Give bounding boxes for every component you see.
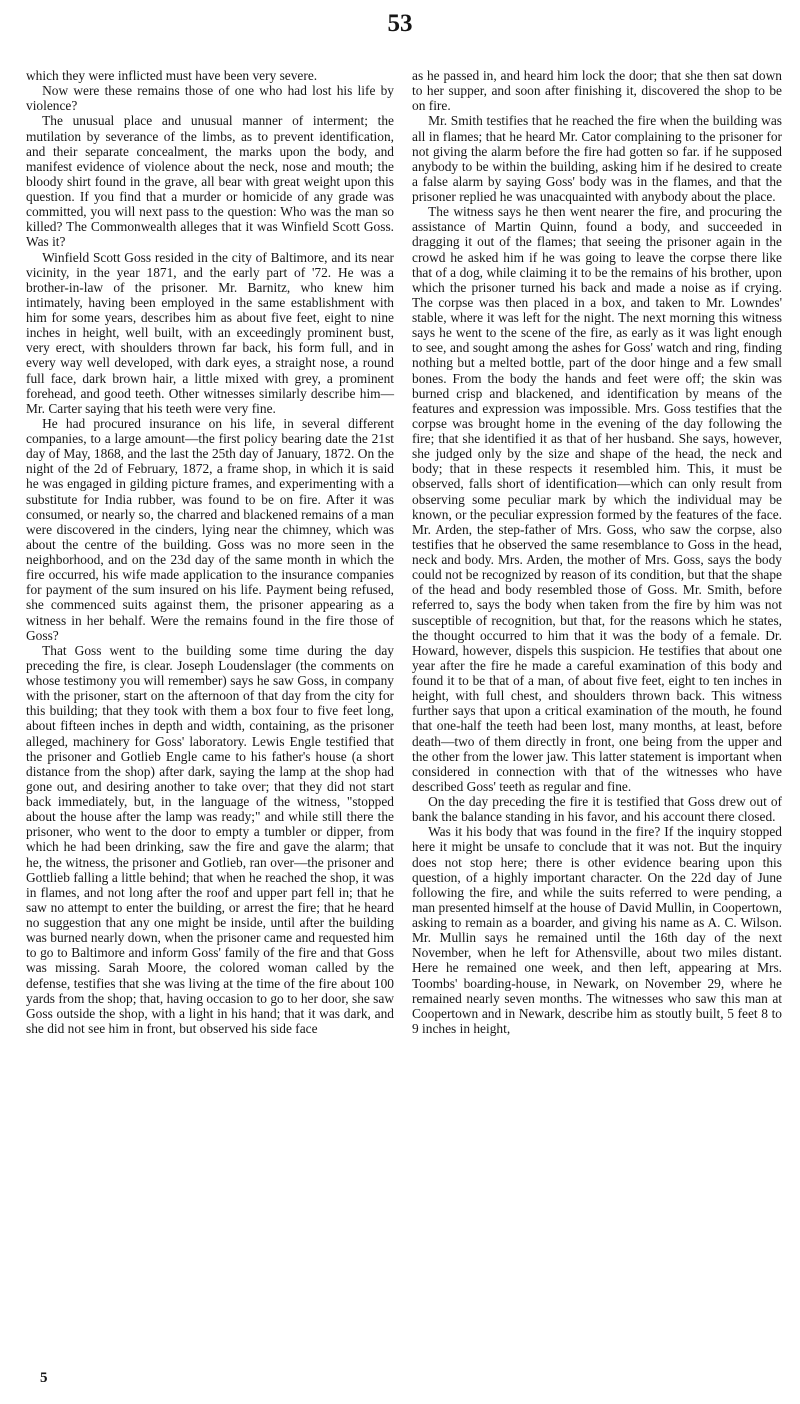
paragraph: as he passed in, and heard him lock the door; that she then sat down to her supper, and soon after finishing it, discovered the shop to be on fire.: [412, 68, 782, 114]
paragraph: He had procured insurance on his life, in several different companies, to a large amount—the first policy bearing date the 21st day of May, 1868, and the last the 25th day of January, 1872. On the night of the 2d of February, 1872, a frame shop, in which it is said he was engaged in gilding picture frames, and experimenting with a substitute for India rubber, was found to be on fire. After it was consumed, or nearly so, the charred and blackened remains of a man were discovered in the cinders, lying near the chimney, which was about the centre of the building. Goss was no more seen in the neighborhood, and on the 23d day of the same month in which the fire occurred, his wife made application to the insurance companies for payment of the sum insured on his life. Payment being refused, she commenced suits against them, the prisoner appearing as a witness in her behalf. Were the remains found in the fire those of Goss?: [26, 415, 394, 643]
paragraph: Mr. Smith testifies that he reached the fire when the building was all in flames; that he heard Mr. Cator complaining to the prisoner for not giving the alarm before the fire had gotten so far. if he supposed anybody to be within the building, asking him if he desired to create a false alarm by saying Goss' body was in the flames, and that the prisoner replied he was unacquainted with anybody about the place.: [412, 113, 782, 204]
paragraph: On the day preceding the fire it is testified that Goss drew out of bank the balance standing in his favor, and his account there closed.: [412, 794, 782, 825]
paragraph: Now were these remains those of one who had lost his life by violence?: [26, 83, 394, 114]
page-number: 53: [387, 10, 413, 37]
paragraph: The unusual place and unusual manner of interment; the mutilation by severance of the limbs, as to prevent identification, and their separate concealment, the marks upon the body, and manifest evidence of violence about the neck, nose and mouth; the bloody shirt found in the grave, all bear with great weight upon this question. If you find that a murder or homicide of any grade was committed, you will next pass to the question: Who was the man so killed? The Commonwealth alleges that it was Winfield Scott Goss. Was it?: [26, 113, 394, 250]
right-column: [412, 68, 782, 1036]
paragraph: The witness says he then went nearer the fire, and procuring the assistance of Martin Quinn, found a body, and succeeded in dragging it out of the flames; that seeing the prisoner again in the crowd he asked him if he was going to leave the corpse there like that of a dog, while claiming it to be the remains of his brother, upon which the prisoner turned his back and made a noise as if crying. The corpse was then placed in a box, and taken to Mr. Lowndes' stable, where it was left for the night. The next morning this witness says he went to the scene of the fire, as early as it was light enough to see, and sought among the ashes for Goss' watch and ring, finding nothing but a melted bottle, part of the door hinge and a few small bones. From the body the hands and feet were off; the skin was burned crisp and blackened, and identification by means of the features and expression was impossible. Mrs. Goss testifies that the corpse was brought home in the evening of the day following the fire; that she identified it as that of her husband. She says, however, she judged only by the size and shape of the head, the neck and body; that in these respects it resembled him. This, it must be observed, falls short of identification—which can only result from observing some peculiar mark by which the individual may be known, or the peculiar expression formed by the features of the face. Mr. Arden, the step-father of Mrs. Goss, who saw the corpse, also testifies that he observed the same resemblance to Goss in the head, neck and body. Mrs. Arden, the mother of Mrs. Goss, says the body could not be recognized by reason of its condition, but that the shape of the head and body resembled those of Goss. Mr. Smith, before referred to, says the body when taken from the fire by him was not susceptible of recognition, but that, for the reasons which he states, the thought occurred to him that it was the body of a female. Dr. Howard, however, dispels this suspicion. He testifies that about one year after the fire he made a careful examination of this body and found it to be that of a man, of about five feet, eight to ten inches in height, with full chest, and shoulders thrown back. This witness further says that upon a critical examination of the mouth, he found that one-half the teeth had been lost, many months, at least, before death—two of them directly in front, one being from the upper and the other from the lower jaw. This latter statement is important when considered in connection with that of the witnesses who have described Goss' teeth as regular and fine.: [412, 204, 782, 794]
signature-mark: 5: [40, 1370, 48, 1386]
paragraph: Winfield Scott Goss resided in the city of Baltimore, and its near vicinity, in the year 1871, and the early part of '72. He was a brother-in-law of the prisoner. Mr. Barnitz, who knew him intimately, having been employed in the same establishment with him for some years, describes him as about five feet, eight to nine inches in height, well built, with an exceedingly prominent bust, very erect, with shoulders thrown far back, his form full, and in every way well developed, with dark eyes, a straight nose, a round full face, dark brown hair, a little mixed with grey, a prominent forehead, and good teeth. Other witnesses similarly describe him—Mr. Carter saying that his teeth were very fine.: [26, 249, 394, 416]
left-column: [26, 68, 394, 1036]
paragraph: Was it his body that was found in the fire? If the inquiry stopped here it might be unsafe to conclude that it was not. But the inquiry does not stop here; there is other evidence bearing upon this question, of a highly important character. On the 22d day of June following the fire, and while the suits referred to were pending, a man presented himself at the house of David Mullin, in Coopertown, asking to remain as a boarder, and giving his name as A. C. Wilson. Mr. Mullin says he remained until the 16th day of the next November, when he left for Athensville, about two miles distant. Here he remained one week, and then left, appearing at Mrs. Toombs' boarding-house, in Newark, on November 29, where he remained nearly seven months. The witnesses who saw this man at Coopertown and in Newark, describe him as stoutly built, 5 feet 8 to 9 inches in height,: [412, 824, 782, 1036]
paragraph: which they were inflicted must have been very severe.: [26, 68, 318, 83]
paragraph: That Goss went to the building some time during the day preceding the fire, is clear. Joseph Loudenslager (the comments on whose testimony you will remember) says he saw Goss, in company with the prisoner, start on the afternoon of that day from the city for this building; that they took with them a box four to five feet long, about fifteen inches in depth and width, containing, as the prisoner alleged, machinery for Goss' laboratory. Lewis Engle testified that the prisoner and Gotlieb Engle came to his father's house (a short distance from the shop) after dark, saying the lamp at the shop had gone out, and desiring another to take over; that they did not start back immediately, but, in the language of the witness, "stopped about the house after the lamp was ready;" and while still there the prisoner, who went to the door to empty a tumbler or dipper, from which he had been drinking, saw the fire and gave the alarm; that he, the witness, the prisoner and Gotlieb, ran over—the prisoner and Gottlieb falling a little behind; that when he reached the shop, it was in flames, and not long after the roof and upper part fell in; that he saw no attempt to enter the building, or arrest the fire; that he heard no suggestion that any one might be inside, until after the building was burned nearly down, when the prisoner came and requested him to go to Baltimore and inform Goss' family of the fire and that Goss was missing. Sarah Moore, the colored woman called by the defense, testifies that she was living at the time of the fire about 100 yards from the shop; that, having occasion to go to her door, she saw Goss outside the shop, with a light in his hand; that it was dark, and she did not see him in front, but observed his side face: [26, 642, 395, 1036]
